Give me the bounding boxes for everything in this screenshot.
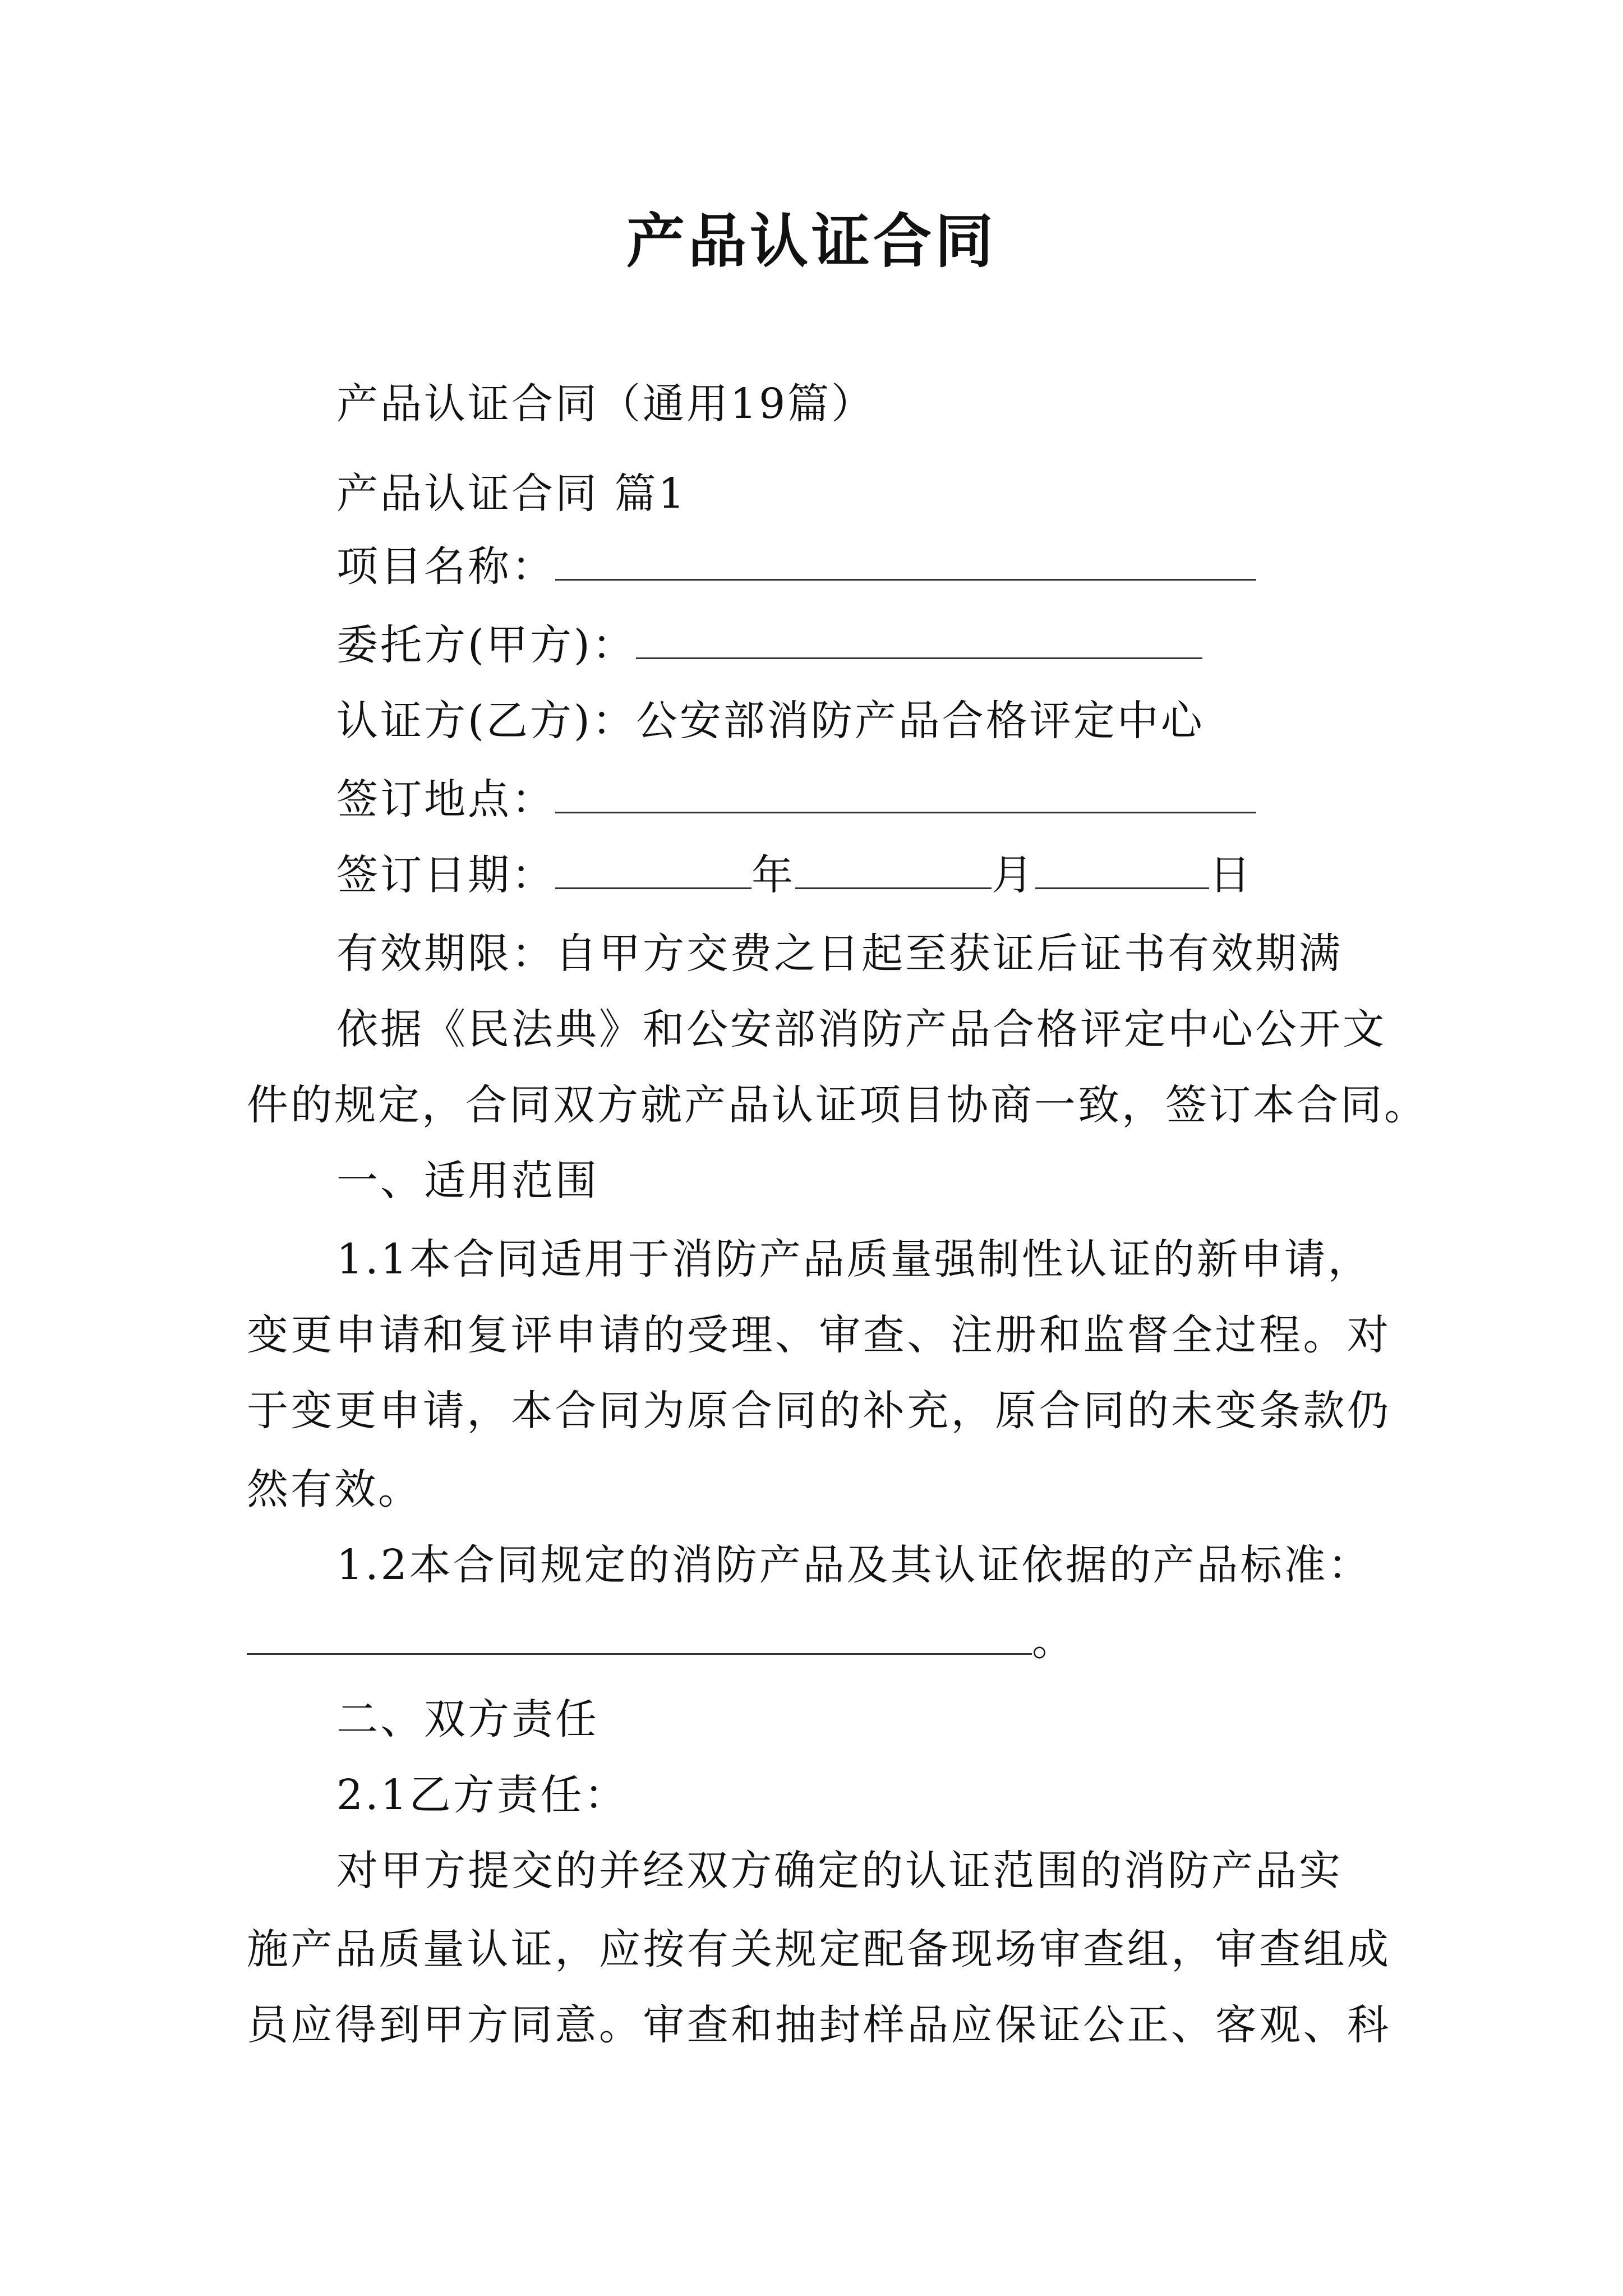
product-standard-blank [247, 1614, 1032, 1655]
date-year-text: 年 [751, 851, 795, 899]
date-label: 签订日期： [336, 851, 555, 899]
place-label: 签订地点： [336, 775, 555, 823]
date-day-text: 日 [1209, 851, 1253, 899]
clause-1-1-line-2: 变更申请和复评申请的受理、审查、注册和监督全过程。对 [247, 1311, 1391, 1359]
document-title: 产品认证合同 [626, 206, 997, 275]
client-label: 委托方(甲方)： [336, 621, 636, 669]
year-blank [555, 848, 751, 889]
validity-line: 有效期限：自甲方交费之日起至获证后证书有效期满 [336, 930, 1343, 978]
project-name-blank [555, 540, 1256, 581]
clause-1-2-line-2 [247, 1610, 1076, 1672]
preamble-line-1: 依据《民法典》和公安部消防产品合格评定中心公开文 [336, 1005, 1386, 1053]
certifier-label: 认证方(乙方)： [336, 697, 636, 745]
day-blank [1035, 848, 1209, 889]
client-blank [636, 618, 1202, 659]
document-subtitle: 产品认证合同（通用19篇） [336, 380, 875, 428]
client-row [336, 614, 1202, 676]
clause-1-2-line-1: 1.2本合同规定的消防产品及其认证依据的产品标准： [336, 1541, 1372, 1589]
preamble-line-2: 件的规定，合同双方就产品认证项目协商一致，签订本合同。 [247, 1081, 1428, 1129]
place-blank [555, 772, 1256, 813]
clause-1-2-end: 。 [1032, 1617, 1076, 1665]
place-row [336, 769, 1256, 830]
clause-2-1-line-1: 对甲方提交的并经双方确定的认证范围的消防产品实 [336, 1847, 1343, 1895]
certifier-value: 公安部消防产品合格评定中心 [635, 697, 1205, 745]
month-blank [795, 848, 992, 889]
section2-subheading: 2.1乙方责任： [336, 1771, 628, 1819]
date-month-text: 月 [992, 851, 1035, 899]
clause-2-1-line-2: 施产品质量认证，应按有关规定配备现场审查组，审查组成 [247, 1925, 1391, 1973]
clause-1-1-line-4: 然有效。 [247, 1465, 422, 1513]
section2-heading: 二、双方责任 [336, 1695, 599, 1743]
project-name-row [336, 536, 1256, 597]
certifier-row [336, 690, 1205, 752]
clause-1-1-line-3: 于变更申请，本合同为原合同的补充，原合同的未变条款仍 [247, 1387, 1391, 1435]
section1-heading: 一、适用范围 [336, 1157, 599, 1205]
project-name-label: 项目名称： [336, 542, 555, 591]
section-heading: 产品认证合同 篇1 [336, 470, 687, 518]
clause-2-1-line-3: 员应得到甲方同意。审查和抽封样品应保证公正、客观、科 [247, 2001, 1391, 2049]
clause-1-1-line-1: 1.1本合同适用于消防产品质量强制性认证的新申请， [336, 1235, 1372, 1283]
date-row [336, 844, 1253, 906]
